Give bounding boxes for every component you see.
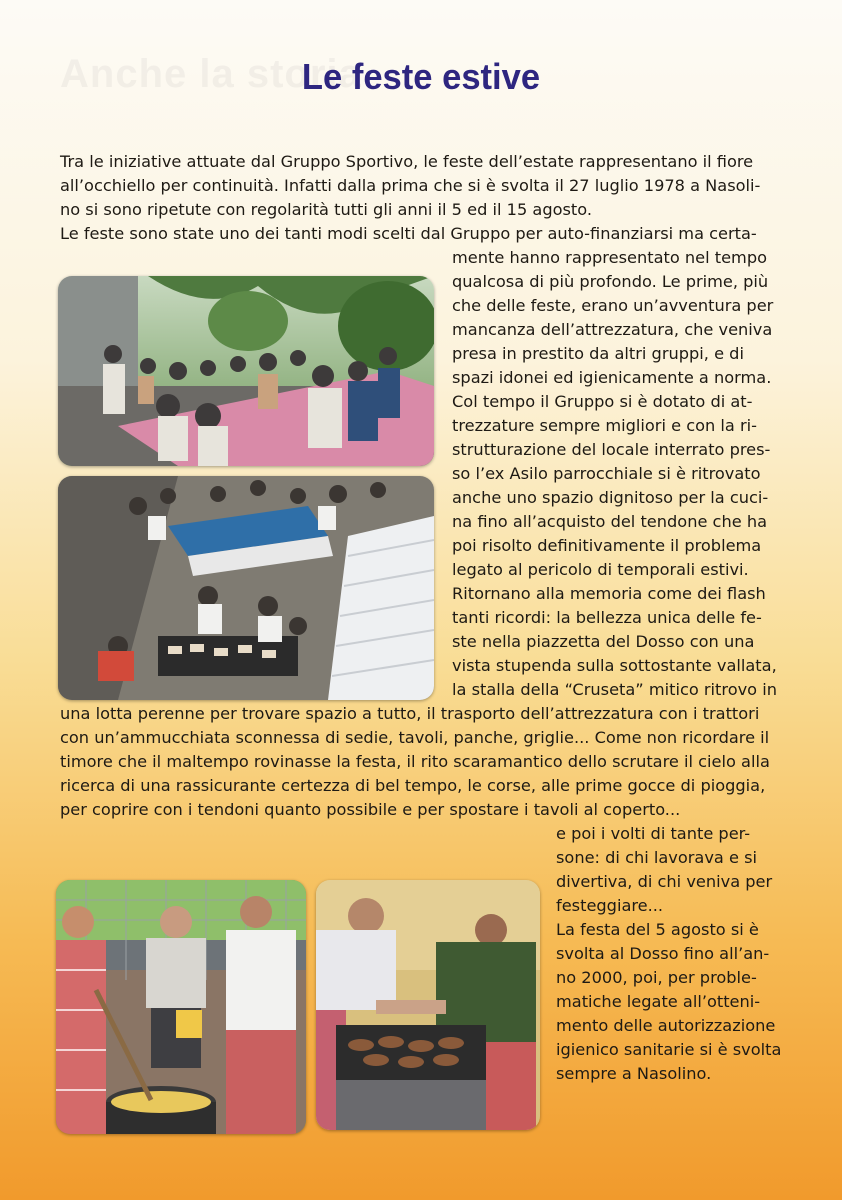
- body-line: Le feste sono state uno dei tanti modi scelti dal Gruppo per auto-finanziarsi ma certa-: [60, 224, 757, 243]
- background-ghost-title: Anche la storia: [60, 52, 362, 96]
- body-line: timore che il maltempo rovinasse la festa, il rito scaramantico dello scrutare il cielo alla: [60, 752, 770, 771]
- body-line: na fino all’acquisto del tendone che ha: [452, 512, 768, 531]
- photo-cooking-pot-image: [56, 880, 306, 1134]
- body-line: igienico sanitarie si è svolta: [556, 1040, 782, 1059]
- body-line: una lotta perenne per trovare spazio a tutto, il trasporto dell’attrezzatura con i trattori: [60, 704, 760, 723]
- body-line: anche uno spazio dignitoso per la cuci-: [452, 488, 769, 507]
- photo-grill-aerial: [58, 476, 434, 700]
- photo-cooking-pot: [56, 880, 306, 1134]
- photo-grill-aerial-image: [58, 476, 434, 700]
- body-line: tanti ricordi: la bellezza unica delle fe-: [452, 608, 762, 627]
- body-line: mente hanno rappresentato nel tempo: [452, 248, 767, 267]
- body-line: La festa del 5 agosto si è: [556, 920, 759, 939]
- body-line: festeggiare...: [556, 896, 664, 915]
- page-title: Le feste estive: [301, 56, 541, 97]
- body-line: presa in prestito da altri gruppi, e di: [452, 344, 744, 363]
- body-line: so l’ex Asilo parrocchiale si è ritrovato: [452, 464, 761, 483]
- body-line: all’occhiello per continuità. Infatti dalla prima che si è svolta il 27 luglio 1978 a Nasoli-: [60, 176, 761, 195]
- body-line: la stalla della “Cruseta” mitico ritrovo in: [452, 680, 777, 699]
- body-line: spazi idonei ed igienicamente a norma.: [452, 368, 772, 387]
- photo-crowd-at-tables-image: [58, 276, 434, 466]
- body-line: strutturazione del locale interrato pres-: [452, 440, 771, 459]
- body-line: mancanza dell’attrezzatura, che veniva: [452, 320, 773, 339]
- body-line: vista stupenda sulla sottostante vallata,: [452, 656, 777, 675]
- body-line: svolta al Dosso fino all’an-: [556, 944, 770, 963]
- body-line: divertiva, di chi veniva per: [556, 872, 773, 891]
- body-line: legato al pericolo di temporali estivi.: [452, 560, 749, 579]
- body-line: poi risolto definitivamente il problema: [452, 536, 762, 555]
- body-line: Ritornano alla memoria come dei flash: [452, 584, 766, 603]
- body-line: sone: di chi lavorava e si: [556, 848, 758, 867]
- body-line: e poi i volti di tante per-: [556, 824, 751, 843]
- body-line: ricerca di una rassicurante certezza di bel tempo, le corse, alle prime gocce di pioggia,: [60, 776, 766, 795]
- body-line: matiche legate all’otteni-: [556, 992, 761, 1011]
- body-line: per coprire con i tendoni quanto possibile e per spostare i tavoli al coperto...: [60, 800, 681, 819]
- body-line: no 2000, poi, per proble-: [556, 968, 757, 987]
- body-line: Col tempo il Gruppo si è dotato di at-: [452, 392, 753, 411]
- body-line: sempre a Nasolino.: [556, 1064, 712, 1083]
- body-line: trezzature sempre migliori e con la ri-: [452, 416, 757, 435]
- body-line: Tra le iniziative attuate dal Gruppo Sportivo, le feste dell’estate rappresentano il fiore: [60, 152, 754, 171]
- body-line: no si sono ripetute con regolarità tutti gli anni il 5 ed il 15 agosto.: [60, 200, 593, 219]
- body-line: qualcosa di più profondo. Le prime, più: [452, 272, 769, 291]
- photo-grilling-meat-image: [316, 880, 540, 1130]
- body-line: mento delle autorizzazione: [556, 1016, 776, 1035]
- photo-crowd-at-tables: [58, 276, 434, 466]
- body-line: ste nella piazzetta del Dosso con una: [452, 632, 755, 651]
- photo-grilling-meat: [316, 880, 540, 1130]
- body-line: che delle feste, erano un’avventura per: [452, 296, 774, 315]
- body-line: con un’ammucchiata sconnessa di sedie, tavoli, panche, griglie... Come non ricordare il: [60, 728, 770, 747]
